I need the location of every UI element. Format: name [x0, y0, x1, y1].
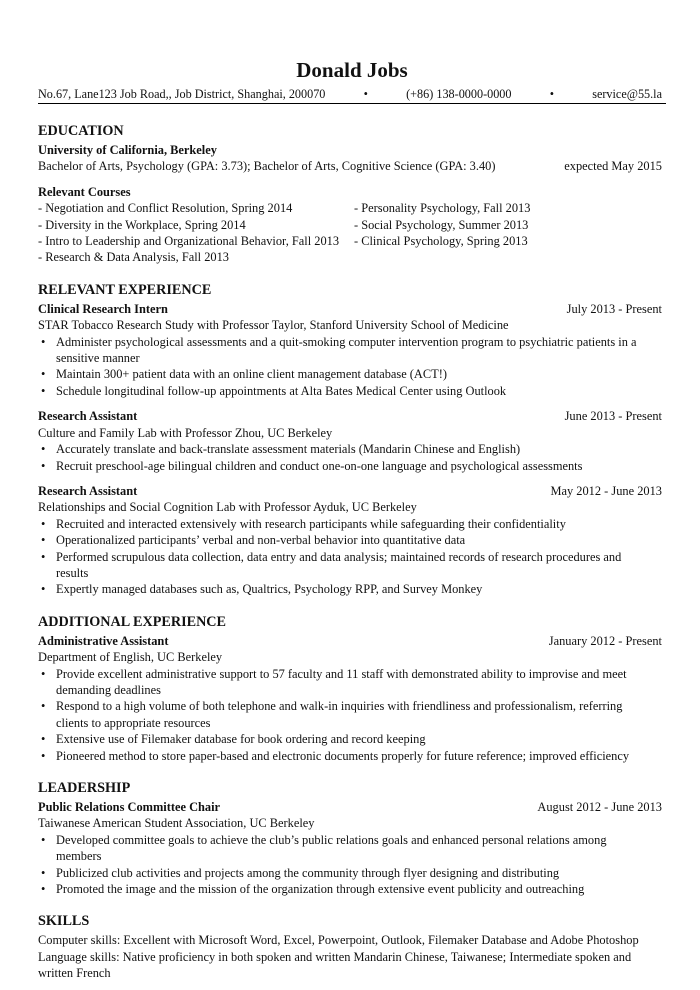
role-title: Clinical Research Intern — [38, 301, 168, 316]
bullet-item: • Publicized club activities and projects among the community through flyer designing and distributing — [38, 865, 666, 881]
relevant-experience-section — [38, 282, 666, 598]
organization: Relationships and Social Cognition Lab with Professor Ayduk, UC Berkeley — [38, 500, 417, 515]
experience-entry — [38, 483, 666, 598]
degree-row — [38, 158, 666, 174]
bullet-item: • Accurately translate and back-translate assessment materials (Mandarin Chinese and English) — [38, 441, 666, 457]
entry-header — [38, 799, 666, 815]
entry-header — [38, 633, 666, 649]
bullet-item: • Expertly managed databases such as, Qualtrics, Psychology RPP, and Survey Monkey — [38, 581, 666, 597]
leadership-section — [38, 780, 666, 897]
courses-title: Relevant Courses — [38, 184, 131, 199]
entry-date: August 2012 - June 2013 — [537, 800, 662, 814]
course-item: - Personality Psychology, Fall 2013 — [354, 201, 531, 216]
section-title: RELEVANT EXPERIENCE — [38, 281, 212, 298]
candidate-name: Donald Jobs — [296, 58, 408, 82]
bullet-item: • Recruited and interacted extensively with research participants while safeguarding their confidentiality — [38, 516, 666, 532]
organization: Department of English, UC Berkeley — [38, 650, 223, 665]
education-section — [38, 123, 666, 266]
degree: Bachelor of Arts, Psychology (GPA: 3.73); Bachelor of Arts, Cognitive Science (GPA: 3.40) — [38, 159, 496, 174]
bullet-list — [38, 666, 666, 764]
skills-section — [38, 913, 666, 981]
contact-line — [38, 87, 666, 104]
experience-entry — [38, 408, 666, 474]
phone: (+86) 138-0000-0000 — [406, 87, 512, 101]
course-item: - Diversity in the Workplace, Spring 2014 — [38, 217, 246, 232]
course-item: - Research & Data Analysis, Fall 2013 — [38, 250, 229, 265]
bullet-item: • Maintain 300+ patient data with an online client management database (ACT!) — [38, 366, 666, 382]
bullet-item: • Administer psychological assessments and a quit-smoking computer intervention program to psychiatric patients in a sensitive manner — [38, 334, 666, 367]
bullet-list — [38, 832, 666, 898]
bullet-list — [38, 334, 666, 400]
address: No.67, Lane123 Job Road,, Job District, Shanghai, 200070 — [38, 87, 326, 101]
experience-entry — [38, 633, 666, 764]
entry-header — [38, 408, 666, 424]
entry-header — [38, 301, 666, 317]
language-skills: Language skills: Native proficiency in both spoken and written Mandarin Chinese, Taiwanese; Intermediate spoken and written French — [38, 949, 632, 981]
bullet-list — [38, 441, 666, 474]
organization: STAR Tobacco Research Study with Professor Taylor, Stanford University School of Medicine — [38, 318, 509, 333]
bullet-list — [38, 516, 666, 598]
course-item: - Intro to Leadership and Organizational Behavior, Fall 2013 — [38, 234, 340, 249]
bullet-item: • Schedule longitudinal follow-up appointments at Alta Bates Medical Center using Outlook — [38, 383, 666, 399]
section-title: SKILLS — [38, 913, 90, 930]
bullet-item: • Performed scrupulous data collection, data entry and data analysis; maintained records of research procedures and results — [38, 549, 666, 582]
entry-date: May 2012 - June 2013 — [550, 483, 662, 498]
bullet-item: • Recruit preschool-age bilingual children and conduct one-on-one language and psychological assessments — [38, 458, 666, 474]
role-title: Research Assistant — [38, 409, 138, 424]
separator-bullet: • — [363, 87, 368, 101]
section-title: EDUCATION — [38, 123, 124, 139]
additional-experience-section — [38, 614, 666, 764]
role-title: Research Assistant — [38, 483, 138, 498]
bullet-item: • Extensive use of Filemaker database for book ordering and record keeping — [38, 731, 666, 747]
computer-skills: Computer skills: Excellent with Microsoft Word, Excel, Powerpoint, Outlook, Filemaker Database and Adobe Photoshop — [38, 933, 639, 948]
bullet-item: • Provide excellent administrative support to 57 faculty and 11 staff with demonstrated ability to improvise and meet demanding deadlines — [38, 666, 666, 699]
courses-list — [38, 200, 666, 266]
email[interactable]: service@55.la — [592, 87, 662, 101]
bullet-item: • Respond to a high volume of both telephone and walk-in inquiries with friendliness and professionalism, referring clients to appropriate resources — [38, 698, 666, 731]
graduation-date: expected May 2015 — [564, 159, 662, 174]
section-title: LEADERSHIP — [38, 780, 131, 796]
role-title: Administrative Assistant — [38, 633, 169, 648]
course-item: - Social Psychology, Summer 2013 — [354, 217, 529, 232]
school-name: University of California, Berkeley — [38, 143, 217, 157]
entry-date: July 2013 - Present — [566, 301, 662, 316]
resume-page — [38, 58, 666, 982]
entry-date: June 2013 - Present — [564, 409, 662, 424]
bullet-item: • Developed committee goals to achieve the club’s public relations goals and enhanced personal relations among members — [38, 832, 666, 865]
bullet-item: • Promoted the image and the mission of the organization through extensive event publicity and outreaching — [38, 881, 666, 897]
bullet-item: • Pioneered method to store paper-based and electronic documents properly for future reference; improved efficiency — [38, 748, 666, 764]
entry-header — [38, 483, 666, 499]
leadership-entry — [38, 799, 666, 897]
organization: Taiwanese American Student Association, UC Berkeley — [38, 816, 315, 831]
course-item: - Clinical Psychology, Spring 2013 — [354, 234, 528, 249]
separator-bullet: • — [549, 87, 554, 101]
section-title: ADDITIONAL EXPERIENCE — [38, 613, 227, 630]
courses-column-right — [354, 200, 666, 266]
experience-entry — [38, 301, 666, 399]
organization: Culture and Family Lab with Professor Zhou, UC Berkeley — [38, 425, 333, 440]
bullet-item: • Operationalized participants’ verbal and non-verbal behavior into quantitative data — [38, 532, 666, 548]
course-item: - Negotiation and Conflict Resolution, Spring 2014 — [38, 201, 293, 216]
role-title: Public Relations Committee Chair — [38, 800, 221, 814]
entry-date: January 2012 - Present — [548, 633, 662, 648]
courses-column-left — [38, 200, 354, 266]
